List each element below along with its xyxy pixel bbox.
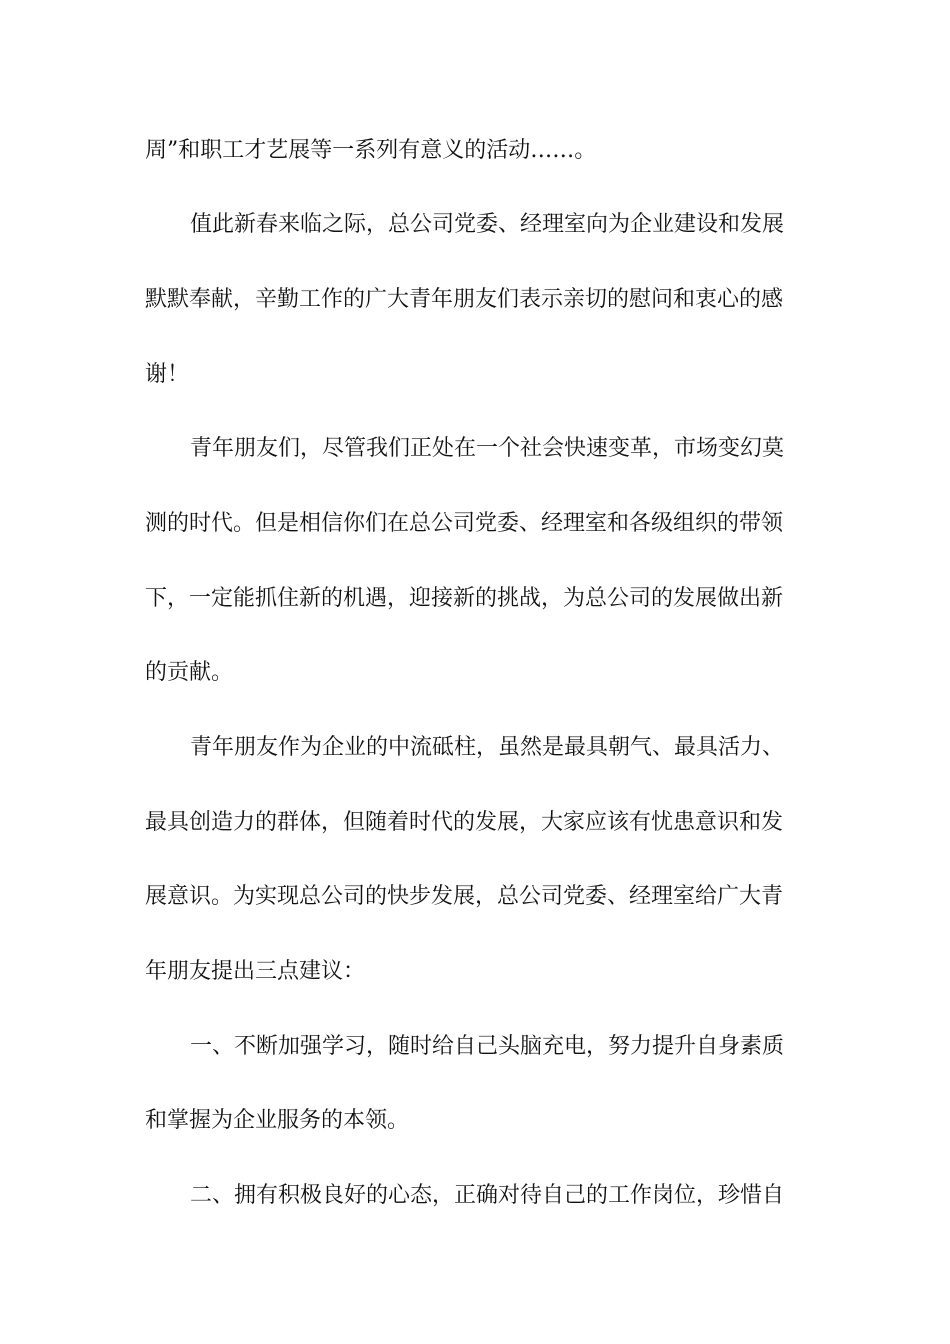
text-line: 二、拥有积极良好的心态，正确对待自己的工作岗位，珍惜自 [190,1183,785,1208]
text-line: 值此新春来临之际，总公司党委、经理室向为企业建设和发展 [190,212,785,237]
text-line: 年朋友提出三点建议： [145,959,366,984]
text-line: 测的时代。但是相信你们在总公司党委、经理室和各级组织的带领 [145,511,784,536]
text-line: 周”和职工才艺展等一系列有意义的活动……。 [145,138,597,163]
text-line: 谢！ [145,362,190,387]
text-line: 展意识。为实现总公司的快步发展，总公司党委、经理室给广大青 [145,884,784,909]
text-line: 青年朋友们，尽管我们正处在一个社会快速变革，市场变幻莫 [190,436,785,461]
text-line: 下，一定能抓住新的机遇，迎接新的挑战，为总公司的发展做出新 [145,586,784,611]
text-line: 最具创造力的群体，但随着时代的发展，大家应该有忧患意识和发 [145,810,784,835]
text-line: 一、不断加强学习，随时给自己头脑充电，努力提升自身素质 [190,1034,785,1059]
text-line: 默默奉献，辛勤工作的广大青年朋友们表示亲切的慰问和衷心的感 [145,287,784,312]
text-line: 青年朋友作为企业的中流砥柱，虽然是最具朝气、最具活力、 [190,735,785,760]
text-line: 和掌握为企业服务的本领。 [145,1108,410,1133]
text-line: 的贡献。 [145,660,234,685]
